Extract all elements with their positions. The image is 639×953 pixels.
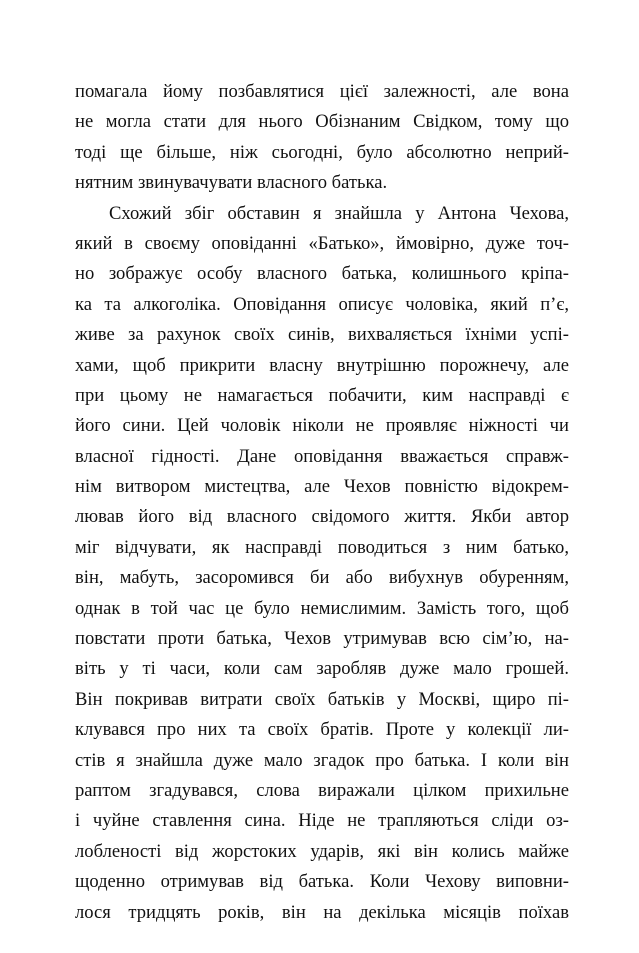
text-line: віть у ті часи, коли сам заробляв дуже мало грошей. xyxy=(75,658,569,680)
text-line: тоді ще більше, ніж сьогодні, було абсолютно неприй- xyxy=(75,141,569,163)
text-line: нім витвором мистецтва, але Чехов повністю відокрем- xyxy=(75,476,569,498)
text-line: раптом згадувався, слова виражали цілком прихильне xyxy=(75,779,569,801)
text-line: лював його від власного свідомого життя. Якби автор xyxy=(75,506,569,528)
text-line: його сини. Цей чоловік ніколи не проявляє ніжності чи xyxy=(75,415,569,437)
text-line: не могла стати для нього Обізнаним Свідком, тому що xyxy=(75,111,569,133)
text-line: який в своєму оповіданні «Батько», ймовірно, дуже точ- xyxy=(75,232,569,254)
text-line: хами, щоб прикрити власну внутрішню порожнечу, але xyxy=(75,354,569,376)
text-line: повстати проти батька, Чехов утримував всю сім’ю, на- xyxy=(75,628,569,650)
paragraph-2 xyxy=(75,199,569,928)
text-line: но зображує особу власного батька, колишнього кріпа- xyxy=(75,263,569,285)
text-line: помагала йому позбавлятися цієї залежності, але вона xyxy=(75,81,569,102)
text-line: однак в той час це було немислимим. Замість того, щоб xyxy=(75,597,569,619)
text-line: стів я знайшла дуже мало згадок про батька. І коли він xyxy=(75,749,569,771)
text-line: і чуйне ставлення сина. Ніде не трапляються сліди оз- xyxy=(75,810,569,832)
text-line: ка та алкоголіка. Оповідання описує чоловіка, який п’є, xyxy=(75,293,569,315)
text-line: при цьому не намагається побачити, ким насправді є xyxy=(75,384,569,406)
text-line: Схожий збіг обставин я знайшла у Антона Чехова, xyxy=(109,202,569,224)
text-line: міг відчувати, як насправді поводиться з ним батько, xyxy=(75,536,569,558)
document-page xyxy=(75,77,569,928)
text-line: він, мабуть, засоромився би або вибухнув обуренням, xyxy=(75,567,569,589)
text-line: нятним звинувачувати власного батька. xyxy=(75,172,388,194)
text-line: живе за рахунок своїх синів, вихваляється їхніми успі- xyxy=(75,324,569,346)
text-line: лобленості від жорстоких ударів, які він колись майже xyxy=(75,840,569,862)
paragraph-1 xyxy=(75,77,569,199)
text-line: щоденно отримував від батька. Коли Чехову виповни- xyxy=(75,871,569,893)
text-line: Він покривав витрати своїх батьків у Москві, щиро пі- xyxy=(75,688,569,710)
text-line: клувався про них та своїх братів. Проте у колекції ли- xyxy=(75,719,569,741)
text-line: власної гідності. Дане оповідання вважається справж- xyxy=(75,445,569,467)
text-line: лося тридцять років, він на декілька місяців поїхав xyxy=(75,901,569,923)
